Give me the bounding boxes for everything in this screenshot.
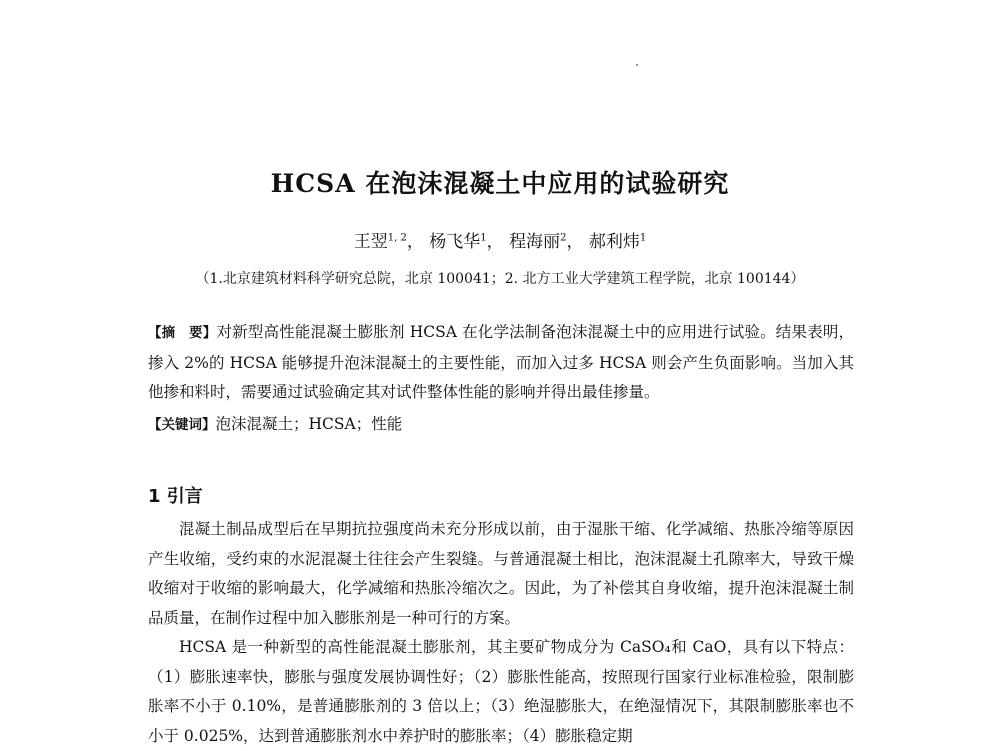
author-name: 杨飞华 bbox=[429, 232, 481, 252]
author-affil-mark: 1 bbox=[480, 232, 487, 244]
body-paragraph: 混凝土制品成型后在早期抗拉强度尚未充分形成以前，由于湿胀干缩、化学减缩、热胀冷缩等原因产生收缩，受约束的水泥混凝土往往会产生裂缝。与普通混凝土相比，泡沫混凝土孔隙率大，导致干燥收缩对于收缩的影响最大，化学减缩和热胀冷缩次之。因此，为了补偿其自身收缩，提升泡沫混凝土制品质量，在制作过程中加入膨胀剂是一种可行的方案。 bbox=[148, 520, 854, 627]
author-list bbox=[0, 227, 1000, 252]
author-name: 程海丽 bbox=[509, 232, 561, 252]
author-affil-mark: 1 bbox=[639, 232, 647, 244]
author-affil-mark: 1, 2 bbox=[387, 232, 407, 244]
affiliations: （1.北京建筑材料科学研究总院，北京 100041；2. 北方工业大学建筑工程学院，北京 100144） bbox=[195, 271, 805, 287]
body-paragraph: HCSA 是一种新型的高性能混凝土膨胀剂，其主要矿物成分为 CaSO₄和 CaO，具有以下特点：（1）膨胀速率快，膨胀与强度发展协调性好；（2）膨胀性能高，按照现行国家行业标准检验，限制膨胀率不小于 0.10%，是普通膨胀剂的 3 倍以上；（3）绝湿膨胀大，在绝湿情况下，其限制膨胀率也不小于 0.025%，达到普通膨胀剂水中养护时的膨胀率；（4）膨胀稳定期 bbox=[148, 638, 854, 745]
scan-speck bbox=[636, 64, 638, 66]
author-affil-mark: 2 bbox=[560, 232, 567, 244]
author-name: 郝利炜 bbox=[588, 232, 640, 252]
keywords-label: 【关键词】 bbox=[148, 417, 216, 433]
author-name: 王翌 bbox=[353, 232, 388, 252]
section-heading: 1 引言 bbox=[148, 486, 203, 507]
abstract-label: 【摘 要】 bbox=[148, 325, 217, 341]
author-separator: ， bbox=[486, 232, 504, 252]
abstract-text: 对新型高性能混凝土膨胀剂 HCSA 在化学法制备泡沫混凝土中的应用进行试验。结果表明，掺入 2%的 HCSA 能够提升泡沫混凝土的主要性能，而加入过多 HCSA 则会产生负面影响。当加入其他掺和料时，需要通过试验确定其对试件整体性能的影响并得出最佳掺量。 bbox=[148, 323, 855, 401]
keywords bbox=[148, 410, 854, 441]
abstract bbox=[148, 318, 854, 408]
paper-title: HCSA 在泡沫混凝土中应用的试验研究 bbox=[270, 169, 730, 198]
author-separator: ， bbox=[406, 232, 424, 252]
keywords-text: 泡沫混凝土；HCSA；性能 bbox=[215, 415, 403, 433]
author-separator: ， bbox=[566, 232, 584, 252]
